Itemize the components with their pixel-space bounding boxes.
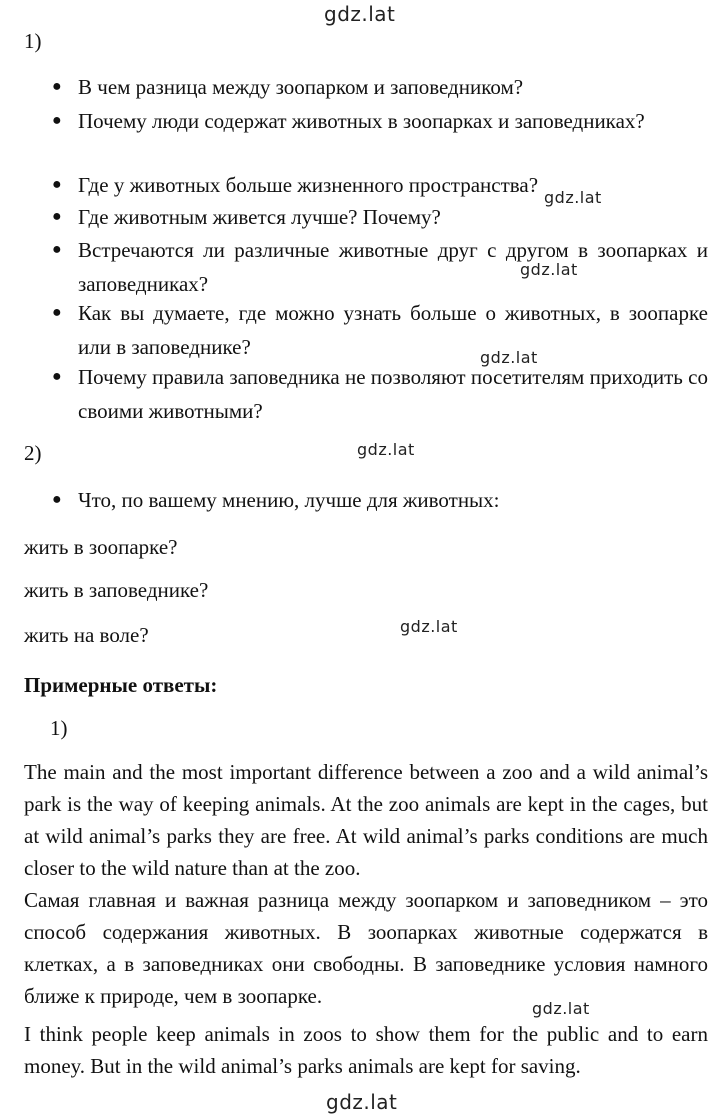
answers-label: 1) — [50, 716, 68, 740]
watermark: gdz.lat — [357, 440, 415, 459]
question-best-for-animals: Что, по вашему мнению, лучше для животных: — [78, 488, 500, 512]
watermark: gdz.lat — [544, 188, 602, 207]
question-1: В чем разница между зоопарком и заповедником? — [78, 75, 524, 99]
answer-paragraph-2-en: I think people keep animals in zoos to show them for the public and to earn money. But in the wild animal’s parks animals are kept for saving. — [24, 1022, 708, 1078]
question-4: Где животным живется лучше? Почему? — [78, 205, 441, 229]
bullet-icon: ● — [52, 368, 62, 385]
watermark-top: gdz.lat — [324, 2, 396, 26]
question-2: Почему люди содержат животных в зоопарках и заповедниках? — [78, 109, 645, 133]
bullet-icon: ● — [52, 176, 62, 193]
bullet-icon: ● — [52, 304, 62, 321]
option-reserve: жить в заповеднике? — [24, 578, 209, 602]
bullet-icon: ● — [52, 241, 62, 258]
bullet-icon: ● — [52, 78, 62, 95]
watermark: gdz.lat — [520, 260, 578, 279]
question-3: Где у животных больше жизненного пространства? — [78, 173, 539, 197]
option-wild: жить на воле? — [24, 623, 149, 647]
watermark: gdz.lat — [400, 617, 458, 636]
question-7: Почему правила заповедника не позволяют посетителям приходить со своими животными? — [78, 365, 708, 423]
watermark: gdz.lat — [532, 999, 590, 1018]
question-5: Встречаются ли различные животные друг с другом в зоопарках и заповедниках? — [78, 238, 708, 296]
answer-paragraph-en: The main and the most important difference between a zoo and a wild animal’s park is the way of keeping animals. At the zoo animals are kept in the cages, but at wild animal’s parks they are free. At wild animal’s parks conditions are much closer to the wild nature than at the zoo. — [24, 760, 708, 880]
section-1-label: 1) — [24, 29, 42, 53]
bullet-icon: ● — [52, 208, 62, 225]
bullet-icon: ● — [52, 491, 62, 508]
section-2-label: 2) — [24, 441, 42, 465]
bullet-icon: ● — [52, 112, 62, 129]
watermark: gdz.lat — [480, 348, 538, 367]
answer-paragraph-ru: Самая главная и важная разница между зоопарком и заповедником – это способ содержания животных. В зоопарках животные содержатся в клетках, а в заповедниках они свободны. В заповеднике условия намного ближе к природе, чем в зоопарке. — [24, 888, 708, 1008]
question-6: Как вы думаете, где можно узнать больше о животных, в зоопарке или в заповеднике? — [78, 301, 708, 359]
option-zoo: жить в зоопарке? — [24, 535, 178, 559]
answers-heading: Примерные ответы: — [24, 673, 218, 697]
watermark-bottom: gdz.lat — [326, 1090, 398, 1114]
